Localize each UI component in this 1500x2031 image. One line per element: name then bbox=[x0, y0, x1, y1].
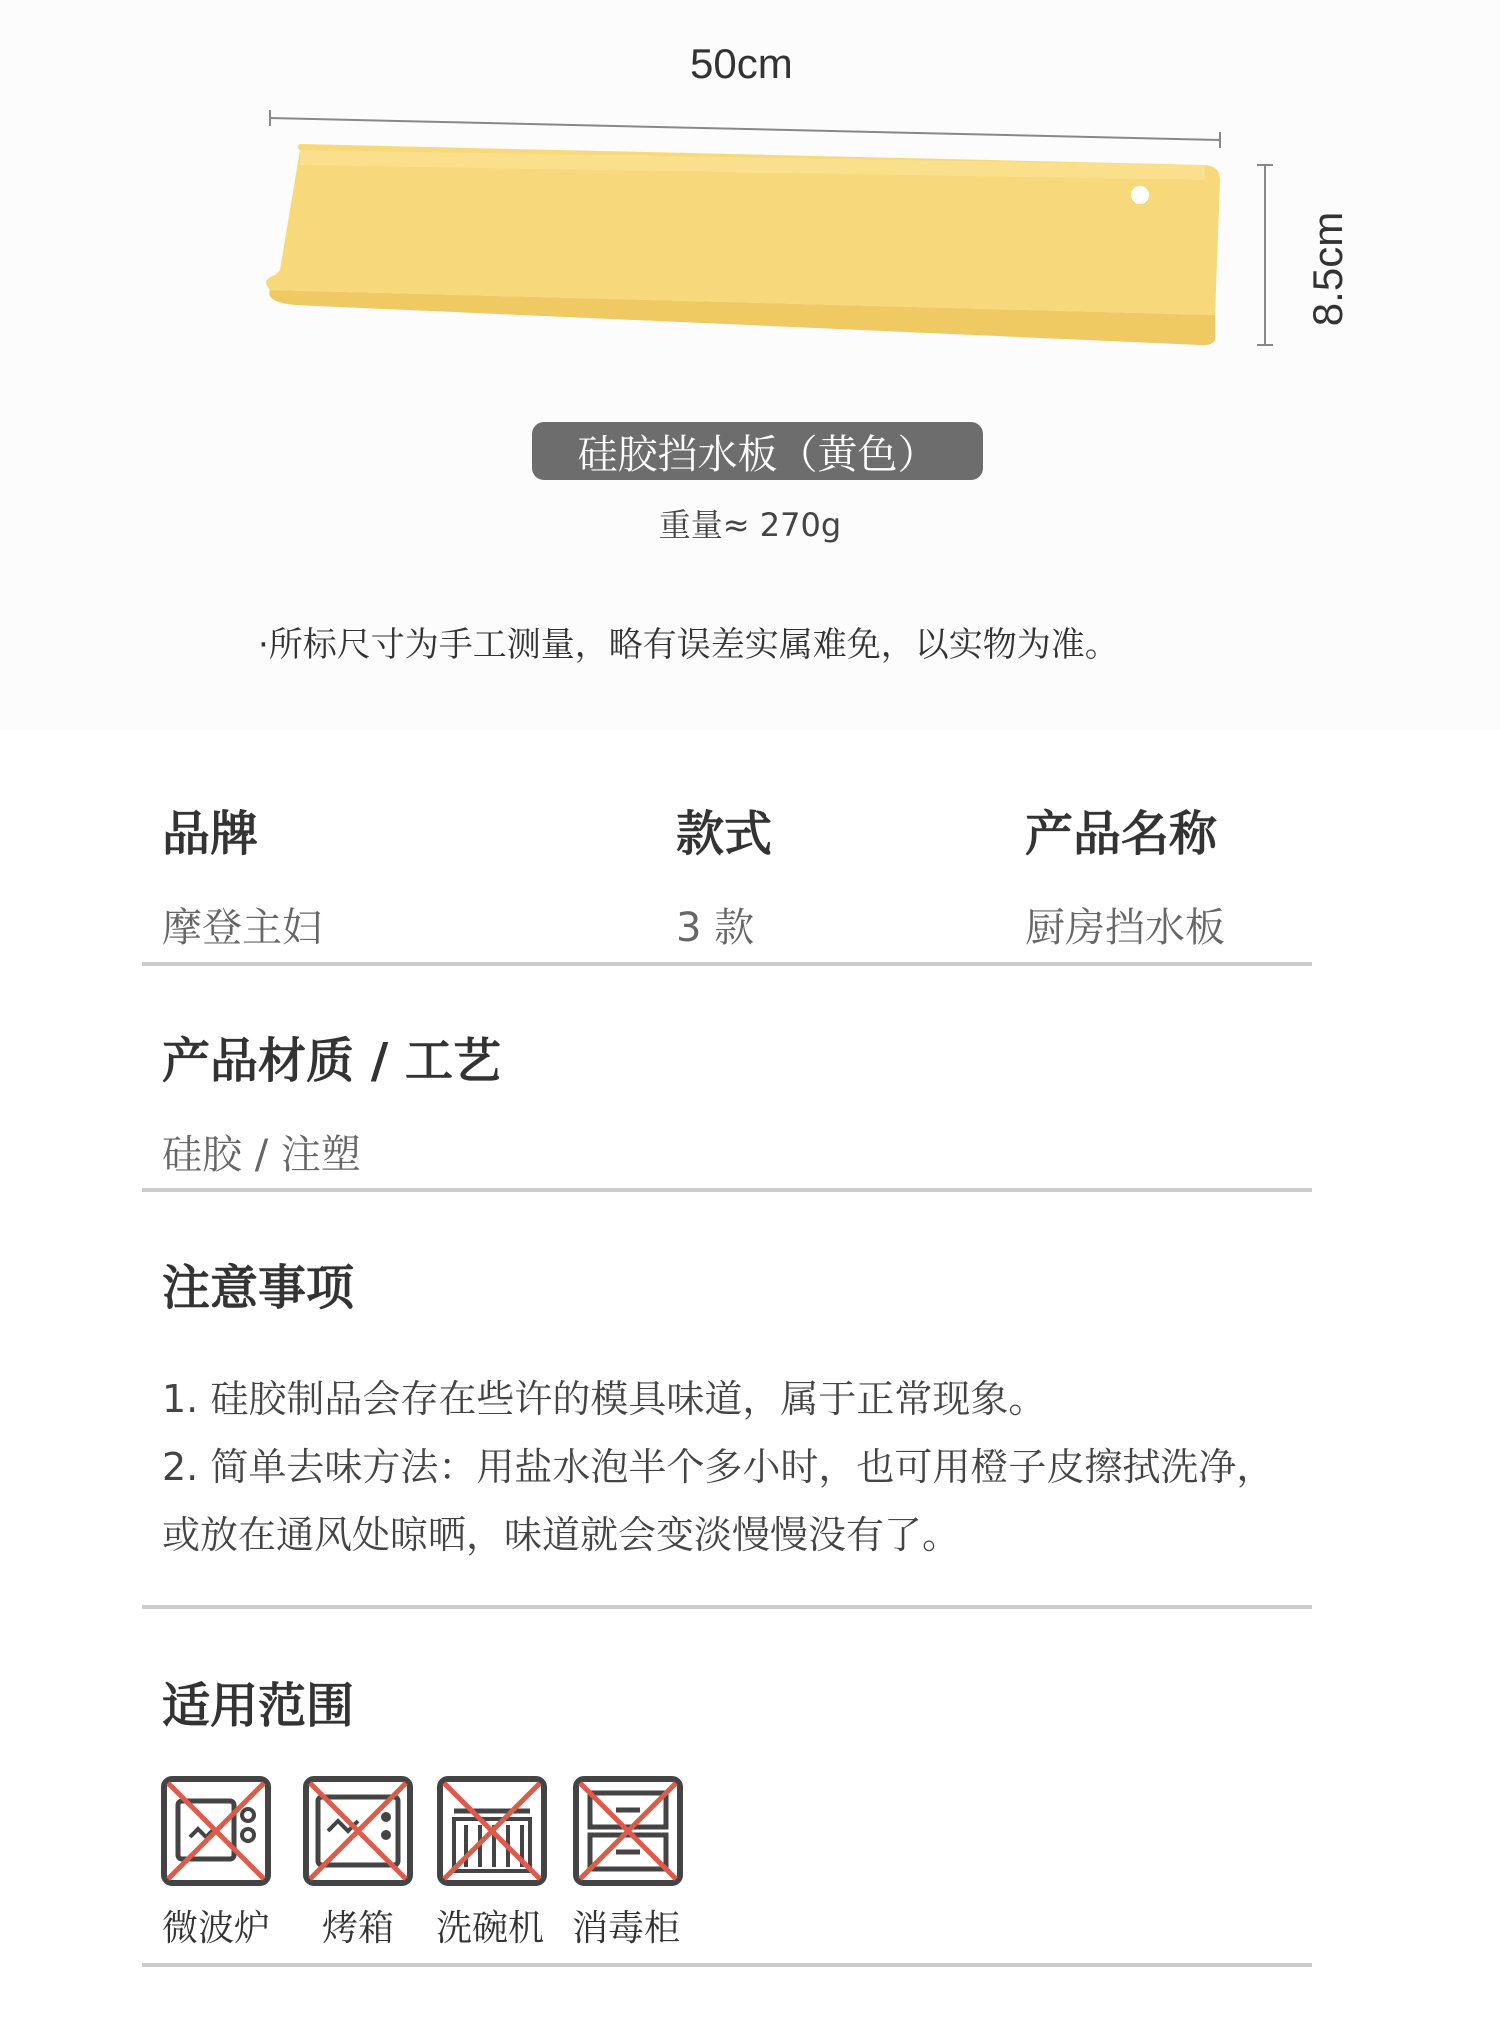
weight-text: 重量≈ 270g bbox=[658, 506, 842, 544]
style-label: 款式 bbox=[676, 806, 773, 862]
notes-line: 或放在通风处晾晒，味道就会变淡慢慢没有了。 bbox=[162, 1513, 961, 1557]
width-dimension-line bbox=[270, 118, 1220, 140]
divider bbox=[142, 1963, 1312, 1967]
oven-label: 烤箱 bbox=[322, 1908, 395, 1949]
divider bbox=[142, 1188, 1312, 1192]
notes-body bbox=[162, 1365, 1322, 1569]
product-name-value: 厨房挡水板 bbox=[1025, 905, 1225, 951]
brand-label: 品牌 bbox=[162, 806, 259, 862]
microwave-label: 微波炉 bbox=[162, 1908, 271, 1949]
brand-value: 摩登主妇 bbox=[162, 905, 322, 951]
measurement-note: ·所标尺寸为手工测量，略有误差实属难免，以实物为准。 bbox=[258, 625, 1119, 665]
variant-badge bbox=[532, 422, 983, 480]
height-dimension-label: 8.5cm bbox=[1304, 211, 1351, 327]
product-name-label: 产品名称 bbox=[1025, 806, 1218, 862]
scope-title: 适用范围 bbox=[162, 1678, 355, 1734]
divider bbox=[142, 1605, 1312, 1609]
hanging-hole bbox=[1131, 186, 1149, 204]
dishwasher-icon bbox=[436, 1775, 548, 1887]
sterilizer-icon bbox=[572, 1775, 684, 1887]
style-value: 3 款 bbox=[676, 905, 755, 951]
notes-title: 注意事项 bbox=[162, 1260, 355, 1316]
oven-icon bbox=[302, 1775, 414, 1887]
product-illustration bbox=[260, 110, 1290, 350]
notes-line: 1. 硅胶制品会存在些许的模具味道，属于正常现象。 bbox=[162, 1377, 1047, 1421]
notes-line: 2. 简单去味方法：用盐水泡半个多小时，也可用橙子皮擦拭洗净， bbox=[162, 1445, 1275, 1489]
sterilizer-label: 消毒柜 bbox=[572, 1908, 681, 1949]
dishwasher-label: 洗碗机 bbox=[436, 1908, 545, 1949]
material-label: 产品材质 / 工艺 bbox=[162, 1033, 501, 1089]
microwave-icon bbox=[160, 1775, 272, 1887]
divider bbox=[142, 962, 1312, 966]
material-value: 硅胶 / 注塑 bbox=[162, 1132, 361, 1178]
variant-label: 硅胶挡水板（黄色） bbox=[577, 431, 938, 478]
width-dimension-label: 50cm bbox=[690, 40, 793, 87]
